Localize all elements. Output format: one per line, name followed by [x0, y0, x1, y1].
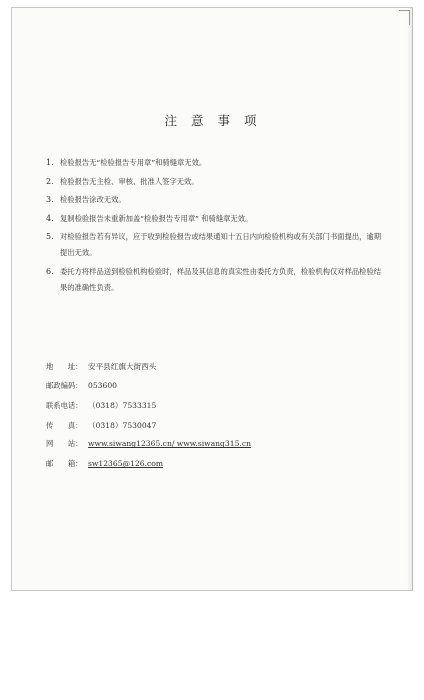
address-row [46, 361, 386, 381]
phone-row [46, 400, 386, 420]
note-number: 5. [46, 232, 54, 242]
phone-label: 联系电话： [46, 401, 83, 411]
note-number: 4. [46, 213, 54, 223]
page-edge-shadow [407, 8, 413, 590]
note-text: 检验报告无主检、审核、批准人签字无效。 [60, 176, 199, 186]
email-label: 邮 箱： [46, 458, 83, 468]
address-value: 安平县红旗大街西头 [88, 362, 157, 371]
website-row [46, 439, 386, 459]
postcode-label: 邮政编码： [46, 380, 83, 390]
website-link[interactable]: www.siwang12365.cn/ www.siwang315.cn [88, 439, 251, 449]
email-link[interactable]: sw12365@126.com [88, 458, 164, 468]
note-text: 委托方将样品送到检验机构检验时，样品及其信息的真实性由委托方负责，检验机构仅对样品检验结果的准确性负责。 [60, 266, 382, 292]
fax-value: （0318）7530047 [88, 420, 157, 430]
postcode-row [46, 381, 386, 401]
note-item [46, 155, 386, 171]
note-text: 检验报告无“检验报告专用章”和骑缝章无效。 [60, 158, 207, 167]
page-corner-mark [399, 10, 410, 25]
email-row [46, 459, 386, 479]
fax-row [46, 420, 386, 440]
fax-label: 传 真： [46, 420, 83, 430]
document-page [11, 7, 413, 591]
note-number: 2. [46, 176, 54, 186]
phone-value: （0318）7533315 [88, 401, 157, 411]
note-item [46, 264, 386, 296]
postcode-value: 053600 [88, 380, 117, 390]
address-label: 地 址： [46, 362, 83, 371]
website-label: 网 站： [46, 439, 83, 449]
note-text: 对检验报告若有异议，应于收到检验报告或结果通知十五日内向检验机构或有关部门书面提出，逾期提出无效。 [60, 232, 382, 258]
note-number: 6. [46, 266, 54, 276]
note-item [46, 174, 386, 190]
page-title: 注 意 事 项 [164, 113, 262, 128]
note-item [46, 192, 386, 208]
contact-block [46, 361, 386, 479]
note-item [46, 211, 386, 227]
notes-list [46, 155, 386, 299]
note-text: 检验报告涂改无效。 [60, 195, 126, 205]
note-number: 3. [46, 195, 54, 205]
note-text: 复制检验报告未重新加盖“检验报告专用章” 和骑缝章无效。 [60, 213, 253, 223]
note-number: 1. [46, 158, 54, 167]
note-item [46, 229, 386, 261]
